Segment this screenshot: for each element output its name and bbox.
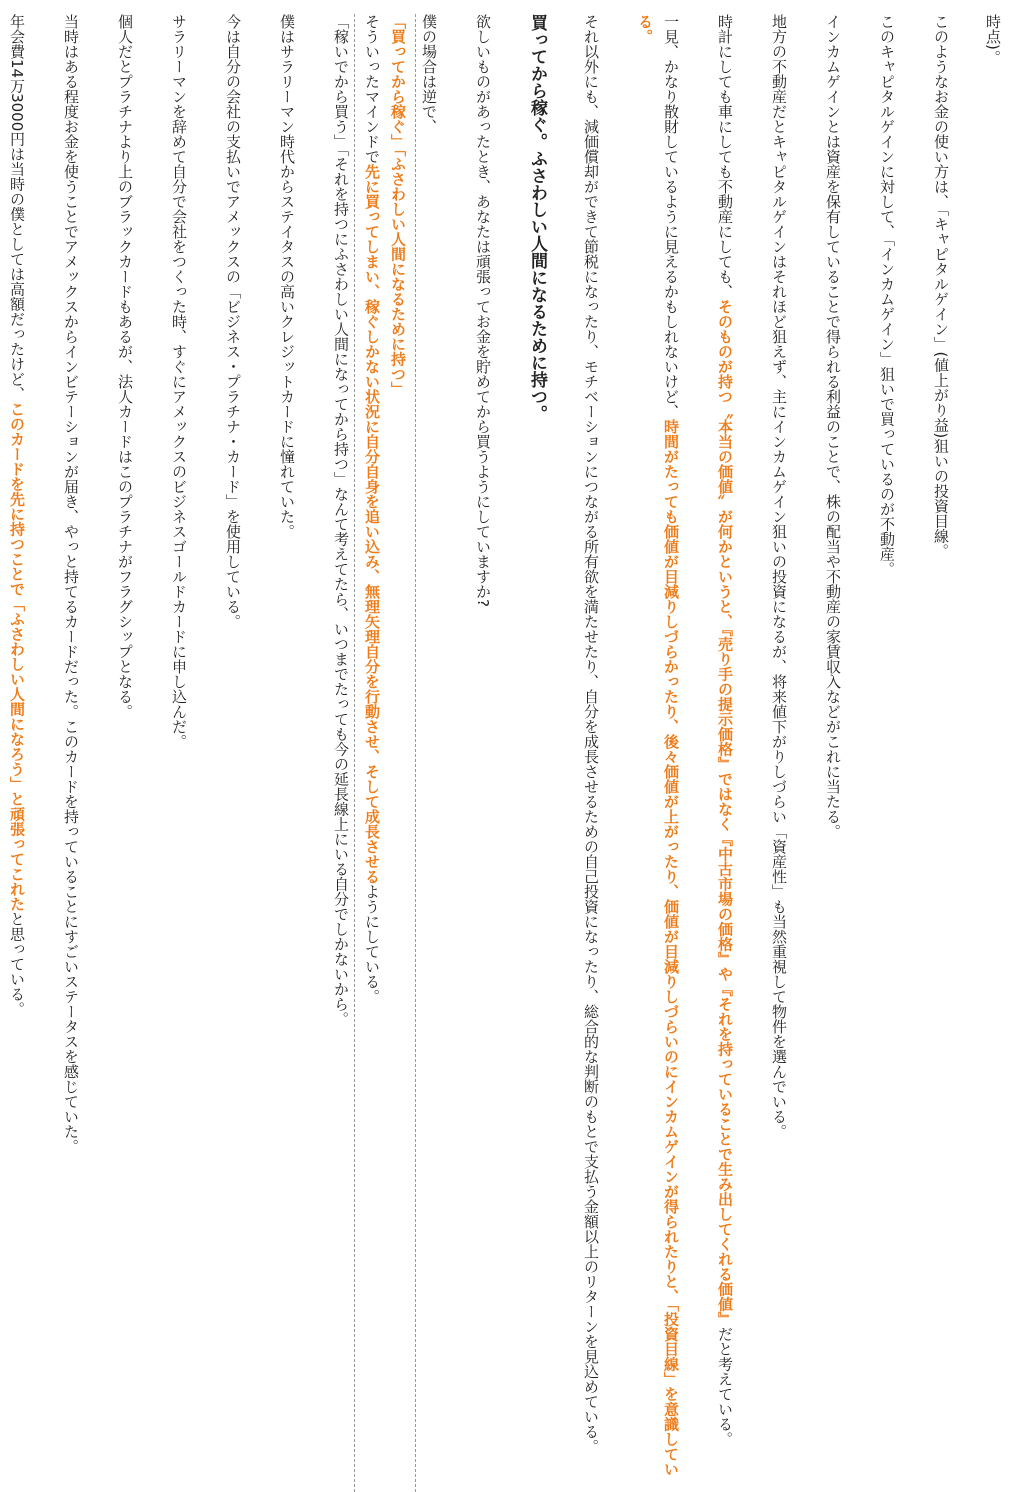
paragraph-14	[166, 14, 192, 1492]
paragraph-text: ようにしている。	[363, 884, 381, 1004]
paragraph-text: 当時はある程度お金を使うことでアメックスからインビテーションが届き、やっと持てるカードだった。このカードを持っていることにすごいステータスを感じていた。	[62, 14, 80, 1154]
highlighted-text: そのものが持つ〝本当の価値〟が何かというと、『売り手の提示価格』ではなく『中古市場の価格』や『それを持っていることで生み出してくれる価値』	[716, 299, 734, 1327]
paragraph-text: 今は自分の会社の支払いでアメックスの「ビジネス・プラチナ・カード」を使用している。	[224, 14, 242, 629]
paragraph-text: 欲しいものがあったとき、あなたは頑張ってお金を貯めてから買うようにしていますか?	[474, 14, 492, 607]
paragraph-text: インカムゲインとは資産を保有していることで得られる利益のことで、株の配当や不動産の家賃収入などがこれに当たる。	[824, 14, 842, 839]
paragraph-text: そういったマインドで	[363, 14, 381, 164]
paragraph-7	[632, 14, 684, 1492]
paragraph-text: 一見、かなり散財しているように見えるかもしれないけど、	[662, 14, 680, 419]
paragraph-text: このキャピタルゲインに対して、「インカムゲイン」狙いで買っているのが不動産。	[878, 14, 896, 577]
paragraph-text: 僕の場合は逆で、	[420, 14, 438, 134]
paragraph-text: このようなお金の使い方は、「キャピタルゲイン」(値上がり益)狙いの投資目線。	[932, 14, 950, 559]
paragraph-1	[980, 14, 1006, 1492]
paragraph-text: 時計にしても車にしても不動産にしても、	[716, 14, 734, 299]
paragraph-text: だと考えている。	[716, 1326, 734, 1447]
paragraph-text: 時点)。	[984, 14, 1002, 65]
paragraph-12	[274, 14, 300, 1492]
paragraph-text: 僕はサラリーマン時代からステイタスの高いクレジットカードに憧れていた。	[278, 14, 296, 539]
paragraph-9	[470, 14, 496, 1492]
paragraph-5	[766, 14, 792, 1492]
paragraph-13	[220, 14, 246, 1492]
paragraph-text: サラリーマンを辞めて自分で会社をつくった時、すぐにアメックスのビジネスゴールドカードに申し込んだ。	[170, 14, 188, 749]
section-heading: 買ってから稼ぐ。ふさわしい人間になるために持つ。	[527, 14, 547, 422]
paragraph-10	[416, 14, 442, 1492]
paragraph-11	[328, 14, 354, 1492]
paragraph-text: 地方の不動産だとキャピタルゲインはそれほど狙えず、主にインカムゲイン狙いの投資になるが、将来値下がりしづらい「資産性」も当然重視して物件を選んでいる。	[770, 14, 788, 1139]
paragraph-2	[928, 14, 954, 1492]
callout-box-line-2	[354, 14, 385, 1492]
paragraph-text: 個人だとプラチナより上のブラックカードもあるが、法人カードはこのプラチナがフラグシップとなる。	[116, 14, 134, 719]
paragraph-text: それ以外にも、減価償却ができて節税になったり、モチベーションにつながる所有欲を満たせたり、自分を成長させるための自己投資になったり、総合的な判断のもとで支払う金額以上のリターンを見込めている。	[582, 14, 600, 1454]
highlighted-text: このカードを先に持つことで「ふさわしい人間になろう」と頑張ってこれた	[8, 401, 26, 912]
highlighted-text: 先に買ってしまい、稼ぐしかない状況に自分自身を追い込み、無理矢理自分を行動させ、そして成長させる	[363, 164, 381, 884]
paragraph-text: と思っている。	[8, 911, 26, 1017]
paragraph-16	[58, 14, 84, 1492]
paragraph-4	[820, 14, 846, 1492]
highlighted-text: 「買ってから稼ぐ」「ふさわしい人間になるために持つ」	[389, 14, 407, 397]
callout-box-line-1	[385, 14, 416, 1492]
paragraph-6	[712, 14, 738, 1492]
paragraph-text: 年会費14万3000円は当時の僕としては高額だったけど、	[8, 14, 26, 402]
paragraph-8	[578, 14, 604, 1492]
paragraph-17	[4, 14, 30, 1492]
paragraph-text: 「稼いでから買う」「それを持つにふさわしい人間になってから持つ」なんて考えてたら、いつまでたっても今の延長線上にいる自分でしかないから。	[332, 14, 350, 1027]
paragraph-3	[874, 14, 900, 1492]
highlighted-text: 時間がたっても価値が目減りしづらかったり、後々価値が上がったり、価値が目減りしづらいのにインカムゲインが得られたりと、「投資目線」を意識している。	[636, 14, 680, 1477]
paragraph-15	[112, 14, 138, 1492]
